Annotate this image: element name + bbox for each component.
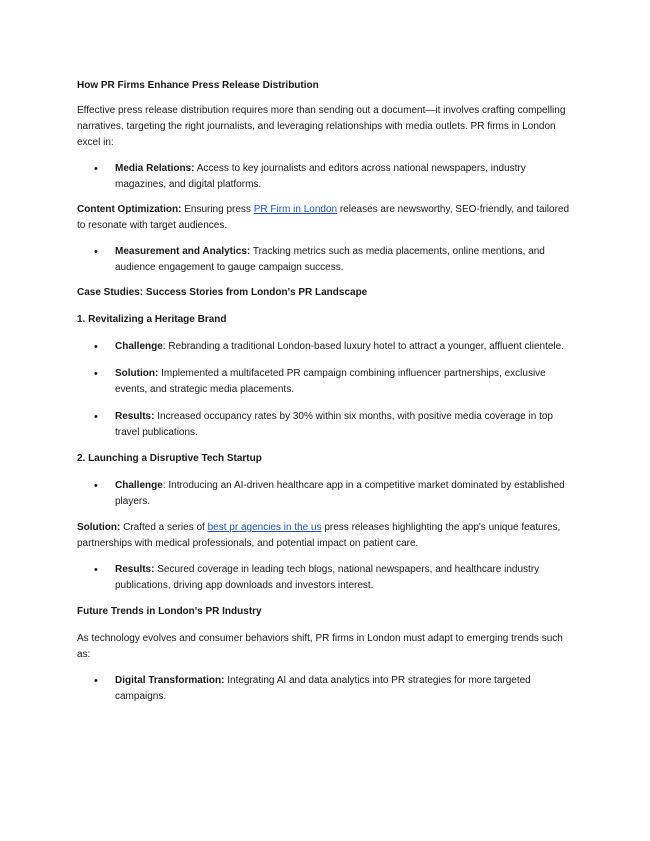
paragraph-text: Crafted a series of bbox=[120, 522, 208, 533]
bullet-text: : Rebranding a traditional London-based luxury hotel to attract a younger, affluent clientele. bbox=[162, 341, 564, 352]
bullet-challenge-2 bbox=[77, 478, 577, 510]
bullet-label: Results: bbox=[115, 564, 155, 575]
subheading-heritage-brand: 1. Revitalizing a Heritage Brand bbox=[77, 314, 227, 325]
bullet-challenge-1 bbox=[77, 339, 577, 355]
bullet-solution-1 bbox=[77, 366, 577, 398]
paragraph-text: Ensuring press bbox=[181, 204, 254, 215]
best-pr-agencies-link[interactable]: best pr agencies in the us bbox=[207, 522, 322, 533]
trends-paragraph: As technology evolves and consumer behaviors shift, PR firms in London must adapt to emerging trends such as: bbox=[77, 633, 563, 660]
section-heading-distribution: How PR Firms Enhance Press Release Distribution bbox=[77, 80, 319, 91]
paragraph-text: releases are newsworthy, SEO-friendly, and tailored to resonate with target audiences. bbox=[77, 204, 570, 231]
bullet-label: Measurement and Analytics: bbox=[115, 246, 251, 257]
bullet-text: Integrating AI and data analytics into PR strategies for more targeted campaigns. bbox=[115, 675, 531, 702]
bullet-media-relations bbox=[77, 161, 577, 193]
paragraph-text: press releases highlighting the app's unique features, partnerships with medical professionals, and potential impact on patient care. bbox=[77, 522, 561, 549]
bullet-measurement-analytics bbox=[77, 244, 577, 276]
bullet-label: Challenge bbox=[115, 480, 163, 491]
bullet-label: Challenge bbox=[115, 341, 163, 352]
bullet-results-1 bbox=[77, 409, 577, 441]
bullet-text: Tracking metrics such as media placements, online mentions, and audience engagement to gauge campaign success. bbox=[115, 246, 545, 273]
bullet-label: Media Relations: bbox=[115, 163, 195, 174]
bullet-label: Results: bbox=[115, 411, 155, 422]
bullet-digital-transformation bbox=[77, 673, 577, 705]
bullet-text: Secured coverage in leading tech blogs, national newspapers, and healthcare industry publications, driving app downloads and investors interest. bbox=[115, 564, 540, 591]
content-optimization-paragraph bbox=[77, 202, 577, 234]
solution-2-paragraph bbox=[77, 520, 577, 552]
bullet-text: : Introducing an AI-driven healthcare app in a competitive market dominated by established players. bbox=[115, 480, 565, 507]
bullet-label: Digital Transformation: bbox=[115, 675, 225, 686]
paragraph-label: Content Optimization: bbox=[77, 204, 182, 215]
paragraph-label: Solution: bbox=[77, 522, 121, 533]
bullet-text: Implemented a multifaceted PR campaign combining influencer partnerships, exclusive events, and strategic media placements. bbox=[115, 368, 546, 395]
bullet-text: Increased occupancy rates by 30% within six months, with positive media coverage in top travel publications. bbox=[115, 411, 553, 438]
bullet-results-2 bbox=[77, 562, 577, 594]
bullet-text: Access to key journalists and editors across national newspapers, industry magazines, and digital platforms. bbox=[115, 163, 526, 190]
bullet-label: Solution: bbox=[115, 368, 159, 379]
section-heading-case-studies: Case Studies: Success Stories from London's PR Landscape bbox=[77, 287, 368, 298]
section-heading-future-trends: Future Trends in London's PR Industry bbox=[77, 606, 262, 617]
intro-paragraph: Effective press release distribution requires more than sending out a document—it involves crafting compelling narratives, targeting the right journalists, and leveraging relationships with media outlets. PR firms in London excel in: bbox=[77, 105, 566, 148]
subheading-tech-startup: 2. Launching a Disruptive Tech Startup bbox=[77, 453, 262, 464]
document-page bbox=[77, 78, 577, 705]
pr-firm-in-london-link[interactable]: PR Firm in London bbox=[253, 204, 338, 215]
